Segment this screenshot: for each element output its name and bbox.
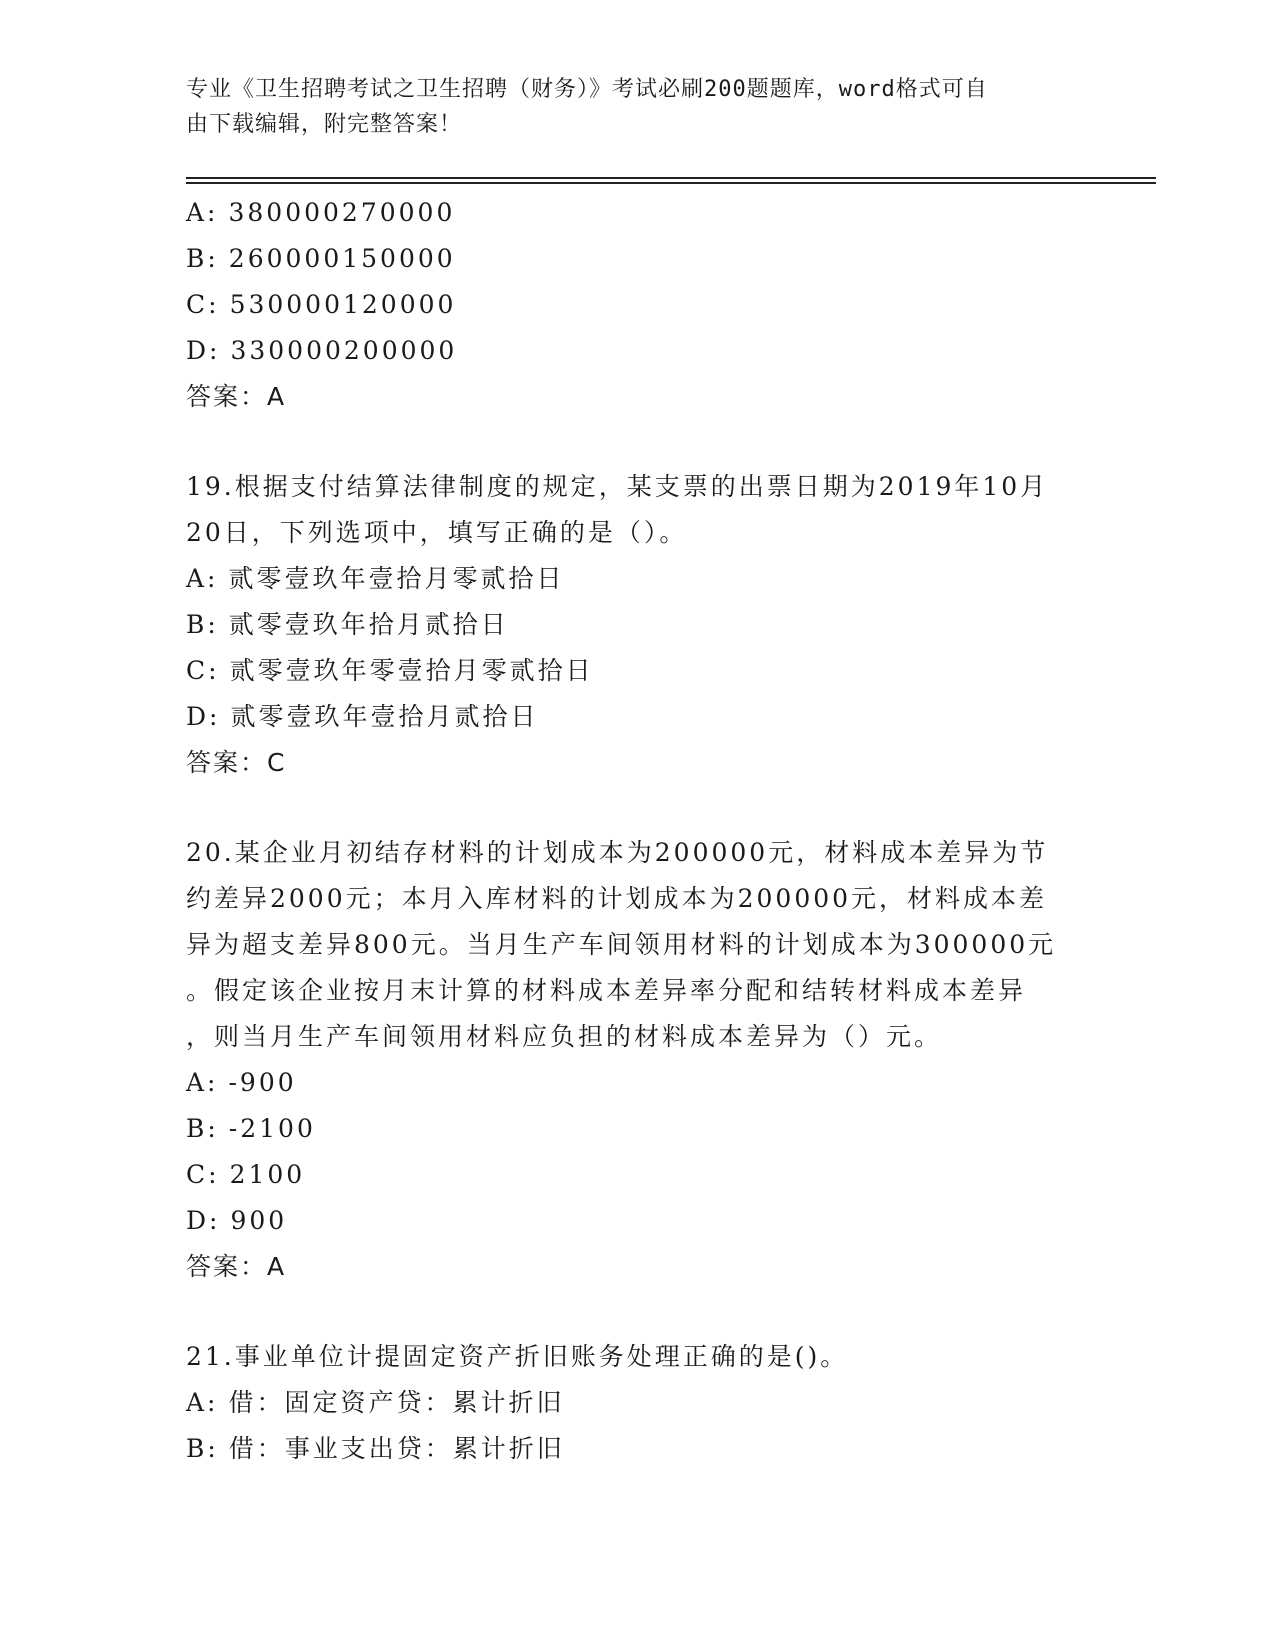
question-stem-line: 。假定该企业按月末计算的材料成本差异率分配和结转材料成本差异 <box>186 976 1027 1005</box>
question-spacer <box>186 1290 1086 1334</box>
header-divider-bottom <box>186 182 1156 184</box>
option-c: C: 530000120000 <box>186 290 457 319</box>
question-21 <box>186 1334 1086 1472</box>
option-a: A: -900 <box>186 1068 297 1097</box>
header-divider-top <box>186 177 1156 179</box>
option-c: C: 2100 <box>186 1160 306 1189</box>
answer-line: 答案：A <box>186 382 287 411</box>
question-spacer <box>186 420 1086 464</box>
option-a: A: 380000270000 <box>186 198 456 227</box>
option-c: C: 贰零壹玖年零壹拾月零贰拾日 <box>186 656 594 685</box>
header-line-2: 由下载编辑，附完整答案！ <box>186 112 463 137</box>
option-d: D: 330000200000 <box>186 336 458 365</box>
question-stem-line: 19.根据支付结算法律制度的规定，某支票的出票日期为2019年10月 <box>186 472 1049 501</box>
option-b: B: -2100 <box>186 1114 316 1143</box>
header-line-1: 专业《卫生招聘考试之卫生招聘（财务）》考试必刷200题题库，word格式可自 <box>186 77 988 102</box>
question-20 <box>186 830 1086 1290</box>
question-stem-line: 21.事业单位计提固定资产折旧账务处理正确的是()。 <box>186 1342 849 1371</box>
question-list <box>186 190 1086 1472</box>
option-a: A: 借：固定资产贷：累计折旧 <box>186 1388 565 1417</box>
question-18 <box>186 190 1086 420</box>
question-spacer <box>186 786 1086 830</box>
answer-line: 答案：C <box>186 748 287 777</box>
question-stem-line: 约差异2000元；本月入库材料的计划成本为200000元，材料成本差 <box>186 884 1048 913</box>
answer-line: 答案：A <box>186 1252 287 1281</box>
option-b: B: 260000150000 <box>186 244 456 273</box>
option-a: A: 贰零壹玖年壹拾月零贰拾日 <box>186 564 565 593</box>
question-stem-line: ，则当月生产车间领用材料应负担的材料成本差异为（）元。 <box>186 1022 943 1051</box>
option-d: D: 900 <box>186 1206 288 1235</box>
document-header <box>186 72 1066 142</box>
option-b: B: 贰零壹玖年拾月贰拾日 <box>186 610 509 639</box>
question-stem-line: 20.某企业月初结存材料的计划成本为200000元，材料成本差异为节 <box>186 838 1049 867</box>
question-stem-line: 异为超支差异800元。当月生产车间领用材料的计划成本为300000元 <box>186 930 1057 959</box>
question-19 <box>186 464 1086 786</box>
option-b: B: 借：事业支出贷：累计折旧 <box>186 1434 565 1463</box>
question-stem-line: 20日，下列选项中，填写正确的是（）。 <box>186 518 688 547</box>
option-d: D: 贰零壹玖年壹拾月贰拾日 <box>186 702 539 731</box>
